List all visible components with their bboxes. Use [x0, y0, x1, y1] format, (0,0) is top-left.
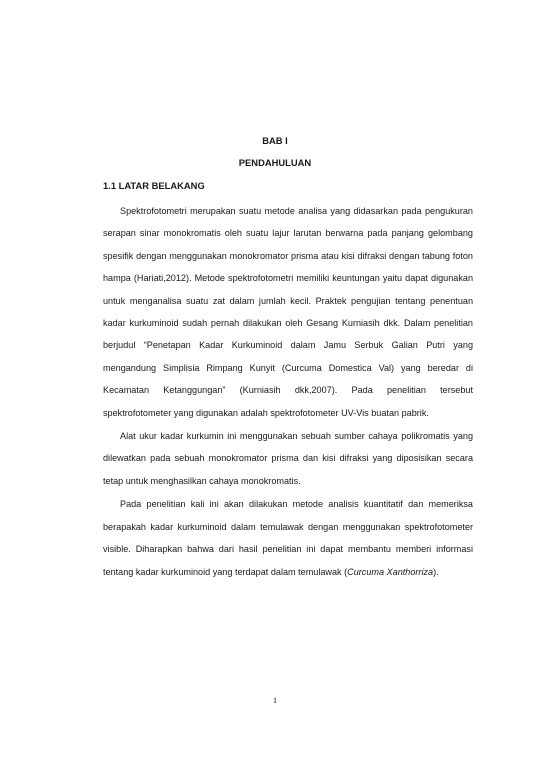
chapter-title: PENDAHULUAN — [238, 157, 312, 168]
body-text — [103, 200, 473, 583]
paragraph-3-end: ). — [433, 566, 439, 577]
paragraph-3 — [103, 493, 473, 583]
species-name: Curcuma Xanthorriza — [347, 566, 434, 577]
paragraph-1: Spektrofotometri merupakan suatu metode analisa yang didasarkan pada pengukuran serapan sinar monokromatis oleh suatu lajur larutan berwarna pada panjang gelombang spesifik dengan menggunakan monokromator prisma atau kisi difraksi dengan tabung foton hampa (Hariati,2012). Metode spektrofotometri memiliki keuntungan yaitu dapat digunakan untuk menganalisa suatu zat dalam jumlah kecil. Praktek pengujian tentang penentuan kadar kurkuminoid sudah pernah dilakukan oleh Gesang Kurniasih dkk. Dalam penelitian berjudul “Penetapan Kadar Kurkuminoid dalam Jamu Serbuk Galian Putri yang mengandung Simplisia Rimpang Kunyit (Curcuma Domestica Val) yang beredar di Kecamatan Ketanggungan” (Kurniasih dkk,2007). Pada penelitian tersebut spektrofotometer yang digunakan adalah spektrofotometer UV-Vis buatan pabrik. — [103, 206, 473, 418]
paragraph-3-text: Pada penelitian kali ini akan dilakukan metode analisis kuantitatif dan memeriksa berapakah kadar kurkuminoid dalam temulawak dengan menggunakan spektrofotometer visible. Diharapkan bahwa dari hasil penelitian ini dapat membantu memberi informasi tentang kadar kurkuminoid yang terdapat dalam temulawak ( — [103, 499, 473, 577]
paragraph-2: Alat ukur kadar kurkumin ini menggunakan sebuah sumber cahaya polikromatis yang dilewatkan pada sebuah monokromator prisma dan kisi difraksi yang diposisikan secara tetap untuk menghasilkan cahaya monokromatis. — [103, 431, 473, 486]
section-heading: 1.1 LATAR BELAKANG — [103, 180, 205, 191]
page-number: 1 — [272, 695, 278, 705]
chapter-label: BAB I — [262, 135, 288, 146]
